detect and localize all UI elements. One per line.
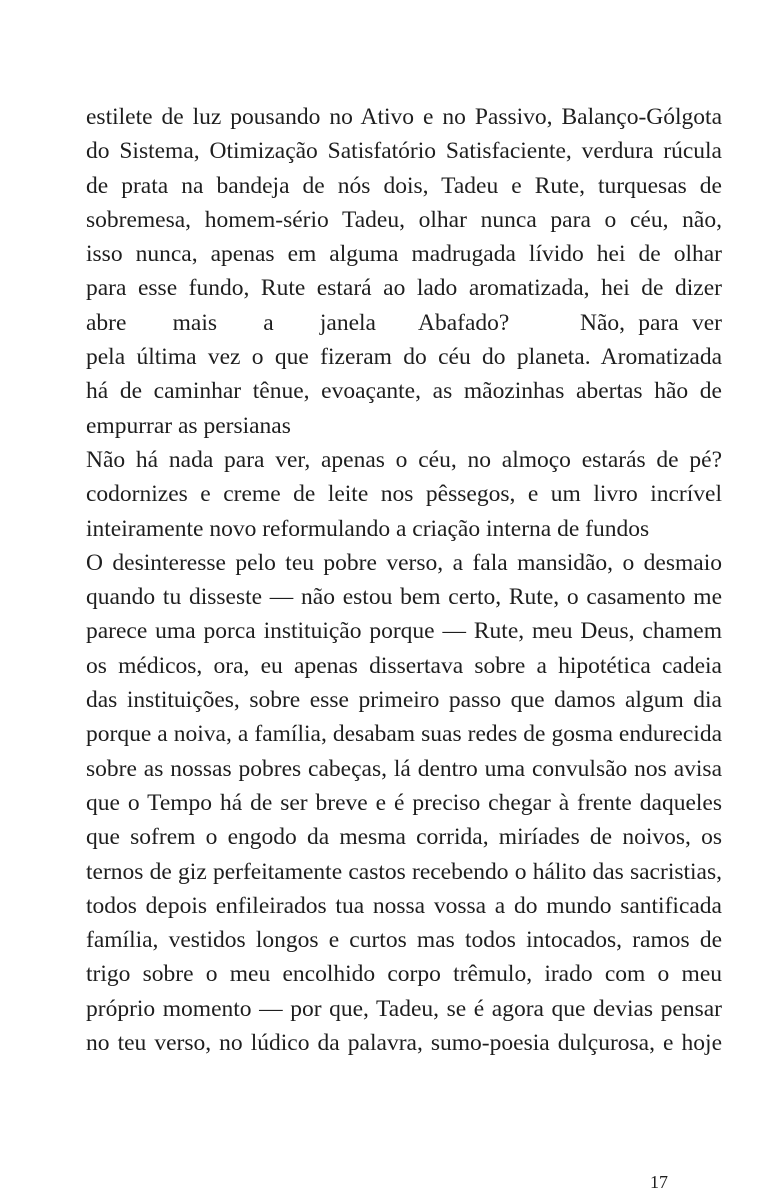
text-line: empurrar as persianas	[86, 412, 291, 439]
body-text	[86, 100, 722, 1060]
text-line: do Sistema, Otimização Satisfatório Satisfaciente, verdura rúcula	[86, 138, 722, 165]
text-line: família, vestidos longos e curtos mas todos intocados, ramos de	[86, 927, 722, 954]
text-line: ternos de giz perfeitamente castos recebendo o hálito das sacristias,	[86, 858, 722, 885]
text-line: O desinteresse pelo teu pobre verso, a fala mansidão, o desmaio	[86, 549, 722, 576]
text-line: que sofrem o engodo da mesma corrida, miríades de noivos, os	[86, 824, 722, 851]
text-line: próprio momento — por que, Tadeu, se é agora que devias pensar	[86, 995, 722, 1022]
text-line: quando tu disseste — não estou bem certo, Rute, o casamento me	[86, 584, 722, 611]
text-line: isso nunca, apenas em alguma madrugada lívido hei de olhar	[86, 241, 722, 268]
text-line: Não há nada para ver, apenas o céu, no almoço estarás de pé?	[86, 446, 722, 473]
text-line: codornizes e creme de leite nos pêssegos, e um livro incrível	[86, 481, 722, 508]
text-line: trigo sobre o meu encolhido corpo trêmulo, irado com o meu	[86, 961, 722, 988]
text-line: para esse fundo, Rute estará ao lado aromatizada, hei de dizer	[86, 275, 722, 302]
text-segment: abre mais a janela	[86, 309, 376, 336]
text-line: todos depois enfileirados tua nossa vossa a do mundo santificada	[86, 892, 722, 919]
page-number: 17	[650, 1172, 668, 1192]
text-line: no teu verso, no lúdico da palavra, sumo-poesia dulçurosa, e hoje	[86, 1030, 722, 1057]
text-line: inteiramente novo reformulando a criação interna de fundos	[86, 515, 650, 542]
text-line-with-gaps	[86, 306, 722, 340]
text-line: estilete de luz pousando no Ativo e no Passivo, Balanço-Gólgota	[86, 104, 722, 130]
text-line: sobre as nossas pobres cabeças, lá dentro uma convulsão nos avisa	[86, 755, 722, 782]
text-line: pela última vez o que fizeram do céu do planeta. Aromatizada	[86, 344, 722, 371]
text-line: que o Tempo há de ser breve e é preciso chegar à frente daqueles	[86, 789, 722, 816]
text-line: porque a noiva, a família, desabam suas redes de gosma endurecida	[86, 721, 722, 748]
text-line: das instituições, sobre esse primeiro passo que damos algum dia	[86, 687, 722, 714]
text-segment: Não, para ver	[580, 309, 722, 336]
text-line: sobremesa, homem-sério Tadeu, olhar nunca para o céu, não,	[86, 206, 722, 233]
text-line: há de caminhar tênue, evoaçante, as mãozinhas abertas hão de	[86, 378, 722, 405]
text-segment: Abafado?	[418, 309, 510, 336]
text-line: parece uma porca instituição porque — Rute, meu Deus, chamem	[86, 618, 722, 645]
text-line: os médicos, ora, eu apenas dissertava sobre a hipotética cadeia	[86, 652, 722, 679]
text-line: de prata na bandeja de nós dois, Tadeu e Rute, turquesas de	[86, 172, 722, 199]
